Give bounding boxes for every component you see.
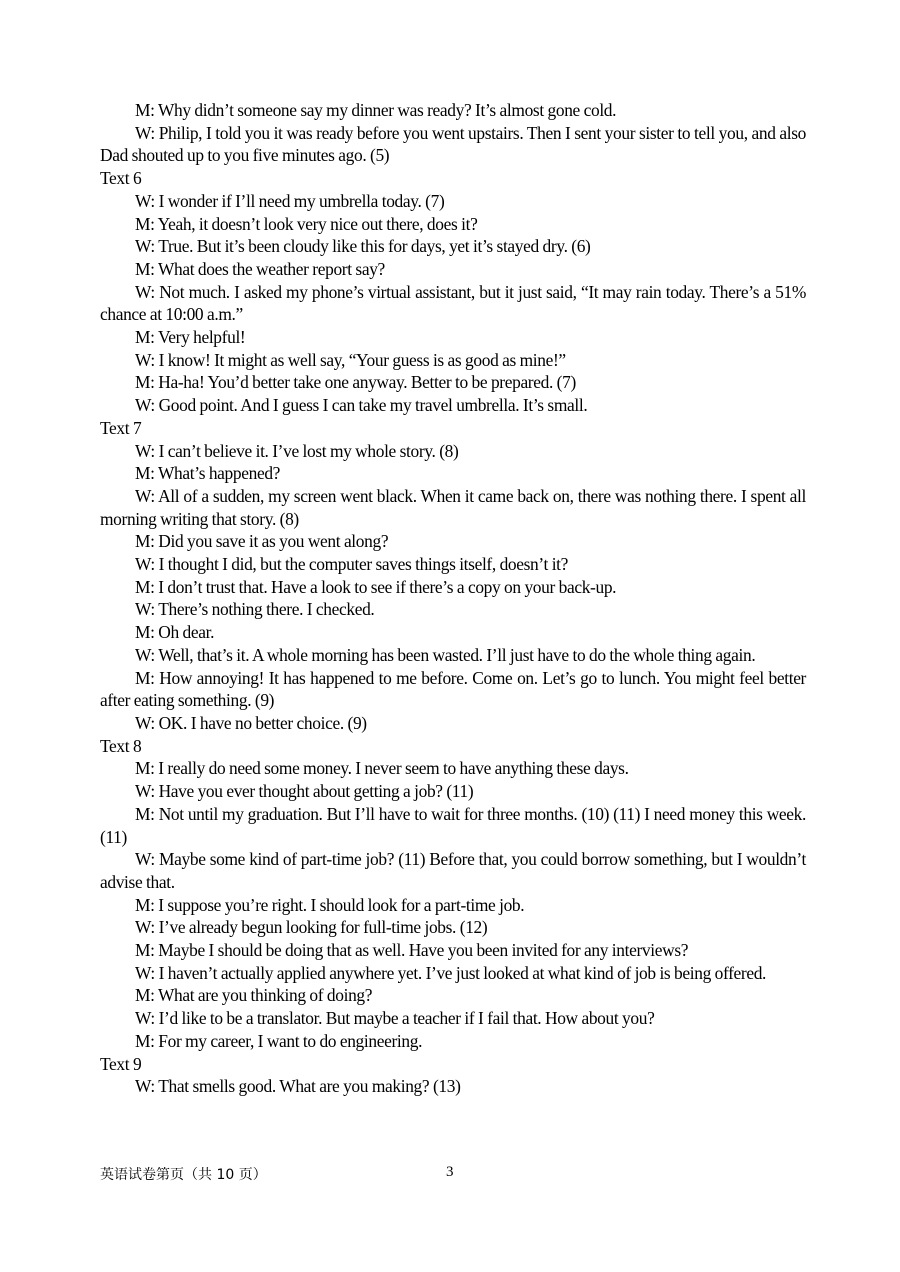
dialogue-line: M: I don’t trust that. Have a look to see if there’s a copy on your back-up.	[135, 576, 617, 597]
dialogue-line: W: I wonder if I’ll need my umbrella today. (7)	[135, 190, 445, 211]
dialogue-line: W: Maybe some kind of part-time job? (11) Before that, you could borrow something, but I wouldn’t advise that.	[100, 849, 806, 892]
section-heading: Text 9	[100, 1053, 142, 1074]
dialogue-line: W: I can’t believe it. I’ve lost my whole story. (8)	[135, 440, 459, 461]
dialogue-line: M: How annoying! It has happened to me before. Come on. Let’s go to lunch. You might feel better after eating something. (9)	[100, 667, 806, 711]
dialogue-line: M: I suppose you’re right. I should look for a part-time job.	[135, 894, 525, 915]
dialogue-line: M: Not until my graduation. But I’ll have to wait for three months. (10) (11) I need money this week. (11)	[100, 803, 806, 847]
dialogue-line: W: I haven’t actually applied anywhere yet. I’ve just looked at what kind of job is being offered.	[135, 962, 767, 983]
footer-label: 英语试卷第页（共 10 页）	[100, 1167, 267, 1183]
dialogue-line: W: Good point. And I guess I can take my travel umbrella. It’s small.	[135, 395, 588, 416]
dialogue-line: M: Yeah, it doesn’t look very nice out there, does it?	[135, 213, 478, 234]
dialogue-line: W: Not much. I asked my phone’s virtual assistant, but it just said, “It may rain today. There’s a 51% chance at 10:00 a.m.”	[100, 281, 806, 325]
transcript-page	[100, 99, 806, 1098]
dialogue-line: M: Oh dear.	[135, 622, 215, 643]
dialogue-line: M: Why didn’t someone say my dinner was ready? It’s almost gone cold.	[135, 100, 617, 120]
dialogue-line: W: I know! It might as well say, “Your guess is as good as mine!”	[135, 349, 566, 370]
page-number: 3	[446, 1164, 454, 1180]
dialogue-line: M: Very helpful!	[135, 327, 246, 348]
section-heading: Text 7	[100, 417, 142, 438]
dialogue-line: M: Maybe I should be doing that as well. Have you been invited for any interviews?	[135, 940, 689, 961]
dialogue-line: W: Philip, I told you it was ready before you went upstairs. Then I sent your sister to tell you, and also Dad shouted up to you five minutes ago. (5)	[100, 122, 806, 166]
dialogue-line: W: OK. I have no better choice. (9)	[135, 712, 367, 733]
dialogue-line: W: I’d like to be a translator. But maybe a teacher if I fail that. How about you?	[135, 1008, 655, 1029]
dialogue-line: W: Well, that’s it. A whole morning has been wasted. I’ll just have to do the whole thing again.	[135, 644, 756, 665]
dialogue-line: W: I’ve already begun looking for full-time jobs. (12)	[135, 917, 488, 938]
dialogue-line: W: That smells good. What are you making? (13)	[135, 1076, 461, 1097]
dialogue-line: W: There’s nothing there. I checked.	[135, 599, 375, 620]
dialogue-line: M: What does the weather report say?	[135, 258, 385, 279]
dialogue-line: M: Did you save it as you went along?	[135, 531, 389, 552]
dialogue-line: W: I thought I did, but the computer saves things itself, doesn’t it?	[135, 554, 569, 575]
dialogue-line: M: I really do need some money. I never seem to have anything these days.	[135, 758, 629, 779]
dialogue-line: M: What are you thinking of doing?	[135, 985, 373, 1006]
dialogue-line: M: For my career, I want to do engineering.	[135, 1030, 423, 1051]
section-heading: Text 8	[100, 735, 142, 756]
dialogue-line: M: What’s happened?	[135, 463, 281, 484]
dialogue-line: W: All of a sudden, my screen went black. When it came back on, there was nothing there. I spent all morning writing that story. (8)	[100, 485, 806, 529]
dialogue-line: M: Ha-ha! You’d better take one anyway. Better to be prepared. (7)	[135, 372, 576, 393]
dialogue-line: W: Have you ever thought about getting a job? (11)	[135, 781, 474, 802]
dialogue-line: W: True. But it’s been cloudy like this for days, yet it’s stayed dry. (6)	[135, 236, 591, 257]
section-heading: Text 6	[100, 168, 142, 189]
